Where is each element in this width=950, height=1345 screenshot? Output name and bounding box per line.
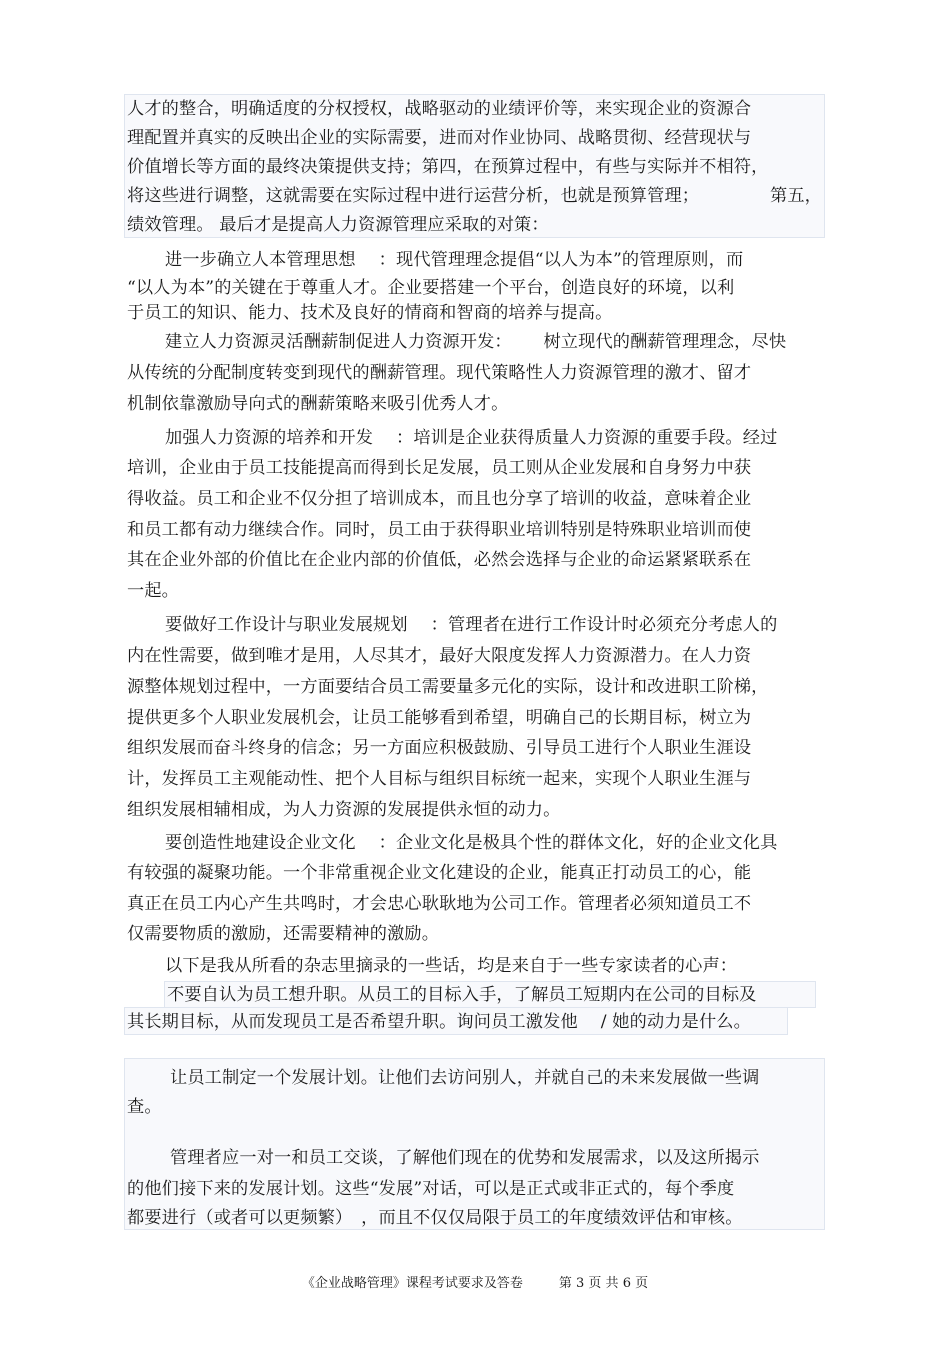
paragraph-line: 培训，企业由于员工技能提高而得到长足发展，员工则从企业发展和自身努力中获	[127, 458, 752, 478]
paragraph-line: 得收益。员工和企业不仅分担了培训成本，而且也分享了培训的收益，意味着企业	[127, 489, 752, 509]
paragraph-line: 进一步确立人本管理思想 ：现代管理理念提倡“以人为本”的管理原则，而	[165, 250, 744, 270]
intro-line: 人才的整合，明确适度的分权授权，战略驱动的业绩评价等，来实现企业的资源合	[127, 99, 752, 119]
paragraph-line: 计，发挥员工主观能动性、把个人目标与组织目标统一起来，实现个人职业生涯与	[127, 769, 752, 789]
advice-line: 的他们接下来的发展计划。这些“发展”对话，可以是正式或非正式的，每个季度	[127, 1179, 735, 1199]
intro-line: 价值增长等方面的最终决策提供支持；第四，在预算过程中，有些与实际并不相符，	[127, 157, 769, 177]
paragraph-line: 仅需要物质的激励，还需要精神的激励。	[127, 924, 440, 944]
advice-line: 管理者应一对一和员工交谈，了解他们现在的优势和发展需求，以及这所揭示	[170, 1148, 760, 1168]
advice-line: 都要进行（或者可以更频繁） ，而且不仅仅局限于员工的年度绩效评估和审核。	[127, 1208, 743, 1228]
intro-line-right: 第五，	[770, 186, 823, 206]
paragraph-line: 有较强的凝聚功能。一个非常重视企业文化建设的企业，能真正打动员工的心，能	[127, 863, 752, 883]
footer-page-number: 第 3 页 共 6 页	[558, 1276, 649, 1291]
quote-line: 不要自认为员工想升职。从员工的目标入手，了解员工短期内在公司的目标及	[167, 985, 757, 1005]
paragraph-line: 机制依靠激励导向式的酬薪策略来吸引优秀人才。	[127, 394, 509, 414]
intro-line: 绩效管理。 最后才是提高人力资源管理应采取的对策：	[127, 215, 549, 235]
paragraph-line: 要做好工作设计与职业发展规划 ：管理者在进行工作设计时必须充分考虑人的	[165, 615, 778, 635]
quote-line: 其长期目标，从而发现员工是否希望升职。询问员工激发他 / 她的动力是什么。	[127, 1012, 751, 1032]
intro-line: 将这些进行调整，这就需要在实际过程中进行运营分析，也就是预算管理；	[127, 186, 700, 206]
paragraph-line: “以人为本”的关键在于尊重人才。企业要搭建一个平台，创造良好的环境，以利	[127, 278, 735, 298]
footer-course-title: 《企业战略管理》课程考试要求及答卷	[301, 1276, 523, 1291]
paragraph-line: 从传统的分配制度转变到现代的酬薪管理。现代策略性人力资源管理的激才、留才	[127, 363, 752, 383]
advice-line: 查。	[127, 1097, 162, 1117]
paragraph-line: 于员工的知识、能力、技术及良好的情商和智商的培养与提高。	[127, 303, 613, 323]
paragraph-line: 要创造性地建设企业文化 ：企业文化是极具个性的群体文化，好的企业文化具	[165, 833, 778, 853]
page-footer	[0, 1275, 950, 1293]
paragraph-line: 提供更多个人职业发展机会，让员工能够看到希望，明确自己的长期目标，树立为	[127, 708, 752, 728]
paragraph-line: 其在企业外部的价值比在企业内部的价值低，必然会选择与企业的命运紧紧联系在	[127, 550, 752, 570]
paragraph-line: 组织发展相辅相成，为人力资源的发展提供永恒的动力。	[127, 800, 561, 820]
paragraph-line: 一起。	[127, 581, 180, 601]
paragraph-line: 真正在员工内心产生共鸣时，才会忠心耿耿地为公司工作。管理者必须知道员工不	[127, 894, 752, 914]
paragraph-line: 源整体规划过程中，一方面要结合员工需要量多元化的实际，设计和改进职工阶梯，	[127, 677, 769, 697]
paragraph-line: 建立人力资源灵活酬薪制促进人力资源开发： 树立现代的酬薪管理理念，尽快	[165, 332, 787, 352]
advice-line: 让员工制定一个发展计划。让他们去访问别人，并就自己的未来发展做一些调	[170, 1068, 760, 1088]
paragraph-line: 加强人力资源的培养和开发 ：培训是企业获得质量人力资源的重要手段。经过	[165, 428, 778, 448]
paragraph-line: 和员工都有动力继续合作。同时，员工由于获得职业培训特别是特殊职业培训而使	[127, 520, 752, 540]
intro-line: 理配置并真实的反映出企业的实际需要，进而对作业协同、战略贯彻、经营现状与	[127, 128, 752, 148]
paragraph-line: 以下是我从所看的杂志里摘录的一些话，均是来自于一些专家读者的心声：	[165, 956, 738, 976]
paragraph-line: 组织发展而奋斗终身的信念；另一方面应积极鼓励、引导员工进行个人职业生涯设	[127, 738, 752, 758]
paragraph-line: 内在性需要，做到唯才是用，人尽其才，最好大限度发挥人力资源潜力。在人力资	[127, 646, 752, 666]
